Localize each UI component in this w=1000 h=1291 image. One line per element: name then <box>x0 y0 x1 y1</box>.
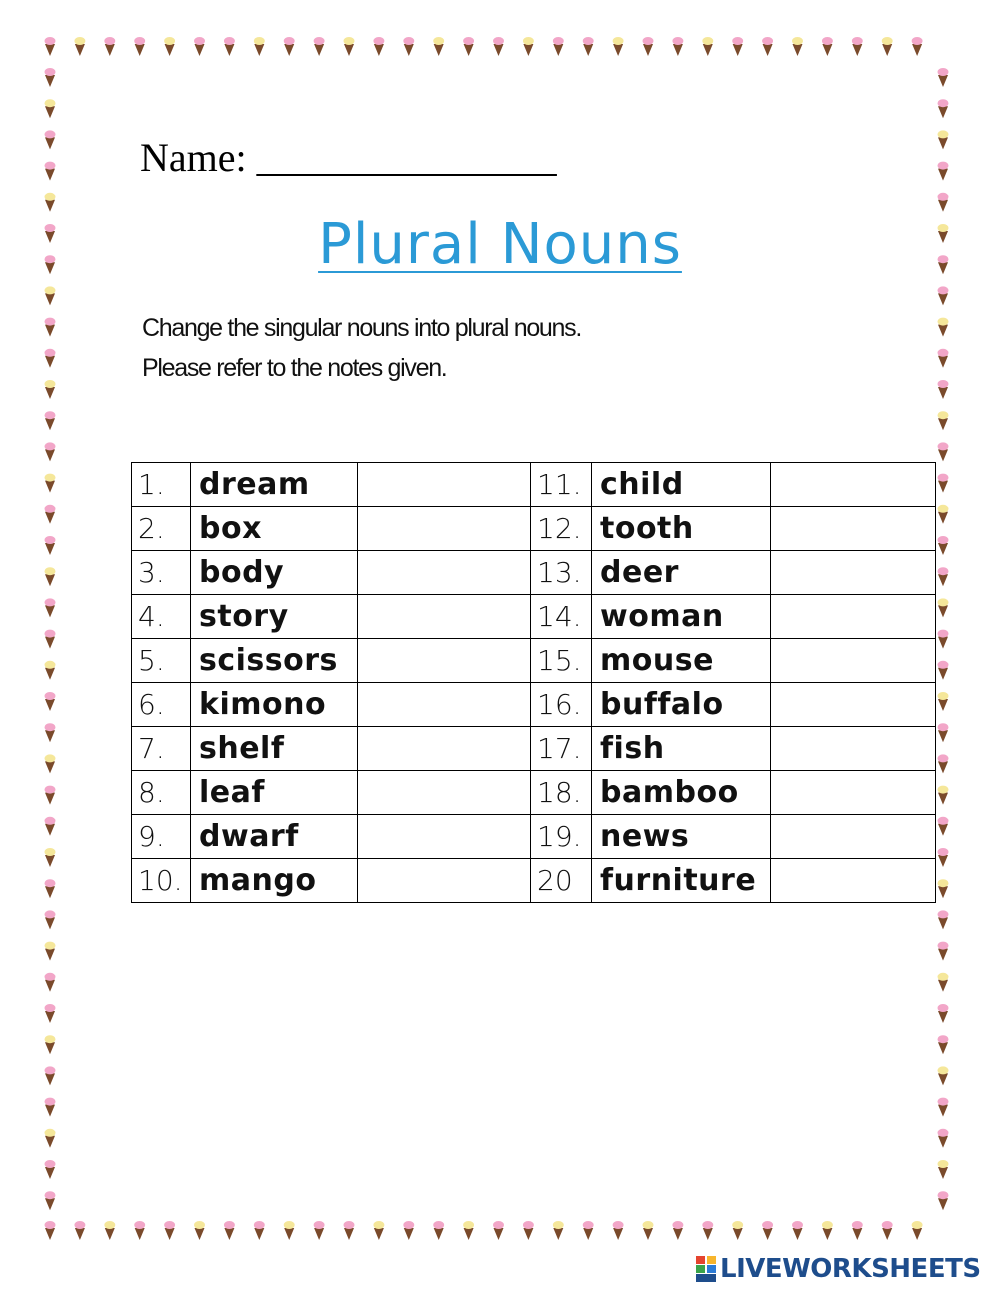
ice-cream-cone-icon <box>672 37 683 56</box>
ice-cream-cone-icon <box>852 37 863 56</box>
item-number: 19. <box>531 815 592 859</box>
ice-cream-cone-icon <box>45 442 56 461</box>
answer-cell[interactable] <box>358 771 531 815</box>
ice-cream-cone-icon <box>613 1221 624 1240</box>
ice-cream-cone-icon <box>45 786 56 805</box>
ice-cream-cone-icon <box>643 37 654 56</box>
item-number: 13. <box>531 551 592 595</box>
ice-cream-cone-icon <box>762 37 773 56</box>
ice-cream-cone-icon <box>792 1221 803 1240</box>
ice-cream-cone-icon <box>702 37 713 56</box>
ice-cream-cone-icon <box>938 68 949 87</box>
singular-noun: story <box>191 595 358 639</box>
ice-cream-cone-icon <box>45 286 56 305</box>
ice-cream-cone-icon <box>373 37 384 56</box>
ice-cream-cone-icon <box>882 37 893 56</box>
singular-noun: woman <box>592 595 771 639</box>
ice-cream-cone-icon <box>938 1066 949 1085</box>
ice-cream-cone-icon <box>45 536 56 555</box>
singular-noun: shelf <box>191 727 358 771</box>
ice-cream-cone-icon <box>732 37 743 56</box>
ice-cream-cone-icon <box>938 286 949 305</box>
answer-cell[interactable] <box>358 683 531 727</box>
ice-cream-cone-icon <box>45 630 56 649</box>
ice-cream-cone-icon <box>45 942 56 961</box>
ice-cream-cone-icon <box>45 910 56 929</box>
singular-noun: buffalo <box>592 683 771 727</box>
ice-cream-cone-icon <box>938 723 949 742</box>
ice-cream-cone-icon <box>45 99 56 118</box>
ice-cream-cone-icon <box>938 817 949 836</box>
ice-cream-cone-icon <box>493 37 504 56</box>
ice-cream-cone-icon <box>938 630 949 649</box>
singular-noun: dream <box>191 463 358 507</box>
ice-cream-cone-icon <box>938 505 949 524</box>
ice-cream-cone-icon <box>224 1221 235 1240</box>
name-field-label: Name: _______________ <box>140 135 557 180</box>
item-number: 17. <box>531 727 592 771</box>
item-number: 6. <box>132 683 191 727</box>
answer-cell[interactable] <box>771 815 936 859</box>
ice-cream-cone-icon <box>822 1221 833 1240</box>
ice-cream-cone-icon <box>45 1191 56 1210</box>
ice-cream-cone-icon <box>493 1221 504 1240</box>
item-number: 8. <box>132 771 191 815</box>
ice-cream-cone-icon <box>134 1221 145 1240</box>
answer-cell[interactable] <box>358 815 531 859</box>
ice-cream-cone-icon <box>314 37 325 56</box>
ice-cream-cone-icon <box>45 505 56 524</box>
ice-cream-cone-icon <box>583 1221 594 1240</box>
ice-cream-cone-icon <box>938 1098 949 1117</box>
ice-cream-cone-icon <box>938 99 949 118</box>
singular-noun: fish <box>592 727 771 771</box>
answer-cell[interactable] <box>771 683 936 727</box>
table-row <box>132 815 936 859</box>
ice-cream-cone-icon <box>882 1221 893 1240</box>
item-number: 15. <box>531 639 592 683</box>
item-number: 14. <box>531 595 592 639</box>
ice-cream-cone-icon <box>938 349 949 368</box>
item-number: 10. <box>132 859 191 903</box>
ice-cream-cone-icon <box>45 1035 56 1054</box>
ice-cream-cone-icon <box>45 130 56 149</box>
ice-cream-cone-icon <box>938 193 949 212</box>
ice-cream-cone-icon <box>45 848 56 867</box>
ice-cream-cone-icon <box>792 37 803 56</box>
ice-cream-cone-icon <box>613 37 624 56</box>
ice-cream-cone-icon <box>523 1221 534 1240</box>
singular-noun: leaf <box>191 771 358 815</box>
ice-cream-cone-icon <box>45 754 56 773</box>
ice-cream-cone-icon <box>45 723 56 742</box>
nouns-table <box>131 462 936 903</box>
ice-cream-cone-icon <box>852 1221 863 1240</box>
ice-cream-cone-icon <box>45 1221 56 1240</box>
ice-cream-cone-icon <box>45 37 56 56</box>
item-number: 18. <box>531 771 592 815</box>
ice-cream-cone-icon <box>373 1221 384 1240</box>
ice-cream-cone-icon <box>938 754 949 773</box>
ice-cream-cone-icon <box>45 380 56 399</box>
ice-cream-cone-icon <box>45 879 56 898</box>
singular-noun: box <box>191 507 358 551</box>
ice-cream-cone-icon <box>433 37 444 56</box>
ice-cream-cone-icon <box>938 162 949 181</box>
item-number: 11. <box>531 463 592 507</box>
ice-cream-cone-icon <box>45 598 56 617</box>
ice-cream-cone-icon <box>553 1221 564 1240</box>
answer-cell[interactable] <box>358 859 531 903</box>
ice-cream-cone-icon <box>702 1221 713 1240</box>
answer-cell[interactable] <box>771 771 936 815</box>
singular-noun: dwarf <box>191 815 358 859</box>
ice-cream-cone-icon <box>938 380 949 399</box>
answer-cell[interactable] <box>358 463 531 507</box>
ice-cream-cone-icon <box>938 1035 949 1054</box>
ice-cream-cone-icon <box>45 162 56 181</box>
singular-noun: tooth <box>592 507 771 551</box>
ice-cream-cone-icon <box>403 1221 414 1240</box>
ice-cream-cone-icon <box>762 1221 773 1240</box>
answer-cell[interactable] <box>358 551 531 595</box>
singular-noun: kimono <box>191 683 358 727</box>
singular-noun: mango <box>191 859 358 903</box>
singular-noun: mouse <box>592 639 771 683</box>
item-number: 20 <box>531 859 592 903</box>
ice-cream-cone-icon <box>938 130 949 149</box>
ice-cream-cone-icon <box>344 37 355 56</box>
ice-cream-cone-icon <box>45 193 56 212</box>
ice-cream-cone-icon <box>194 37 205 56</box>
ice-cream-cone-icon <box>938 973 949 992</box>
ice-cream-cone-icon <box>314 1221 325 1240</box>
ice-cream-cone-icon <box>938 879 949 898</box>
answer-cell[interactable] <box>358 727 531 771</box>
answer-cell[interactable] <box>771 859 936 903</box>
item-number: 5. <box>132 639 191 683</box>
ice-cream-cone-icon <box>45 692 56 711</box>
watermark-text: LIVEWORKSHEETS <box>720 1254 981 1284</box>
ice-cream-cone-icon <box>45 1129 56 1148</box>
answer-cell[interactable] <box>771 727 936 771</box>
ice-cream-cone-icon <box>344 1221 355 1240</box>
answer-cell[interactable] <box>771 595 936 639</box>
ice-cream-cone-icon <box>938 848 949 867</box>
table-row <box>132 551 936 595</box>
item-number: 2. <box>132 507 191 551</box>
ice-cream-cone-icon <box>45 973 56 992</box>
ice-cream-cone-icon <box>104 37 115 56</box>
singular-noun: bamboo <box>592 771 771 815</box>
table-row <box>132 463 936 507</box>
ice-cream-cone-icon <box>254 37 265 56</box>
instruction-line-1: Change the singular nouns into plural nouns. <box>142 314 581 342</box>
liveworksheets-watermark <box>696 1252 981 1286</box>
ice-cream-cone-icon <box>45 68 56 87</box>
table-row <box>132 595 936 639</box>
ice-cream-cone-icon <box>45 817 56 836</box>
ice-cream-cone-icon <box>912 1221 923 1240</box>
ice-cream-cone-icon <box>822 37 833 56</box>
item-number: 1. <box>132 463 191 507</box>
ice-cream-cone-icon <box>45 567 56 586</box>
ice-cream-cone-icon <box>194 1221 205 1240</box>
singular-noun: news <box>592 815 771 859</box>
ice-cream-cone-icon <box>938 910 949 929</box>
table-row <box>132 639 936 683</box>
ice-cream-cone-icon <box>45 411 56 430</box>
ice-cream-cone-icon <box>164 37 175 56</box>
ice-cream-cone-icon <box>45 474 56 493</box>
item-number: 7. <box>132 727 191 771</box>
ice-cream-cone-icon <box>463 1221 474 1240</box>
ice-cream-cone-icon <box>553 37 564 56</box>
ice-cream-cone-icon <box>45 1066 56 1085</box>
ice-cream-cone-icon <box>938 1129 949 1148</box>
ice-cream-cone-icon <box>583 37 594 56</box>
ice-cream-cone-icon <box>938 1191 949 1210</box>
ice-cream-cone-icon <box>938 661 949 680</box>
ice-cream-cone-icon <box>643 1221 654 1240</box>
singular-noun: furniture <box>592 859 771 903</box>
ice-cream-cone-icon <box>45 1160 56 1179</box>
ice-cream-cone-icon <box>284 37 295 56</box>
table-row <box>132 683 936 727</box>
item-number: 16. <box>531 683 592 727</box>
ice-cream-cone-icon <box>938 442 949 461</box>
singular-noun: scissors <box>191 639 358 683</box>
ice-cream-cone-icon <box>463 37 474 56</box>
table-row <box>132 727 936 771</box>
ice-cream-cone-icon <box>672 1221 683 1240</box>
item-number: 4. <box>132 595 191 639</box>
ice-cream-cone-icon <box>164 1221 175 1240</box>
ice-cream-cone-icon <box>284 1221 295 1240</box>
ice-cream-cone-icon <box>938 1160 949 1179</box>
item-number: 9. <box>132 815 191 859</box>
ice-cream-cone-icon <box>254 1221 265 1240</box>
page-title: Plural Nouns <box>318 212 682 277</box>
answer-cell[interactable] <box>771 639 936 683</box>
item-number: 12. <box>531 507 592 551</box>
ice-cream-cone-icon <box>732 1221 743 1240</box>
ice-cream-cone-icon <box>938 598 949 617</box>
instruction-line-2: Please refer to the notes given. <box>142 354 447 382</box>
ice-cream-cone-icon <box>938 474 949 493</box>
ice-cream-cone-icon <box>912 37 923 56</box>
ice-cream-cone-icon <box>523 37 534 56</box>
ice-cream-cone-icon <box>938 692 949 711</box>
ice-cream-cone-icon <box>938 536 949 555</box>
ice-cream-cone-icon <box>224 37 235 56</box>
ice-cream-cone-icon <box>45 318 56 337</box>
ice-cream-cone-icon <box>45 1098 56 1117</box>
singular-noun: child <box>592 463 771 507</box>
ice-cream-cone-icon <box>403 37 414 56</box>
ice-cream-cone-icon <box>45 349 56 368</box>
singular-noun: body <box>191 551 358 595</box>
answer-cell[interactable] <box>771 507 936 551</box>
ice-cream-cone-icon <box>938 318 949 337</box>
ice-cream-cone-icon <box>45 1004 56 1023</box>
ice-cream-cone-icon <box>74 37 85 56</box>
table-row <box>132 507 936 551</box>
answer-cell[interactable] <box>358 595 531 639</box>
ice-cream-cone-icon <box>433 1221 444 1240</box>
ice-cream-cone-icon <box>938 1004 949 1023</box>
answer-cell[interactable] <box>358 507 531 551</box>
answer-cell[interactable] <box>771 463 936 507</box>
ice-cream-cone-icon <box>104 1221 115 1240</box>
ice-cream-cone-icon <box>74 1221 85 1240</box>
liveworksheets-logo-icon <box>696 1256 716 1282</box>
item-number: 3. <box>132 551 191 595</box>
ice-cream-cone-icon <box>938 942 949 961</box>
table-row <box>132 771 936 815</box>
singular-noun: deer <box>592 551 771 595</box>
answer-cell[interactable] <box>771 551 936 595</box>
ice-cream-cone-icon <box>45 661 56 680</box>
ice-cream-cone-icon <box>938 786 949 805</box>
answer-cell[interactable] <box>358 639 531 683</box>
ice-cream-cone-icon <box>134 37 145 56</box>
ice-cream-cone-icon <box>938 567 949 586</box>
ice-cream-cone-icon <box>938 411 949 430</box>
table-row <box>132 859 936 903</box>
